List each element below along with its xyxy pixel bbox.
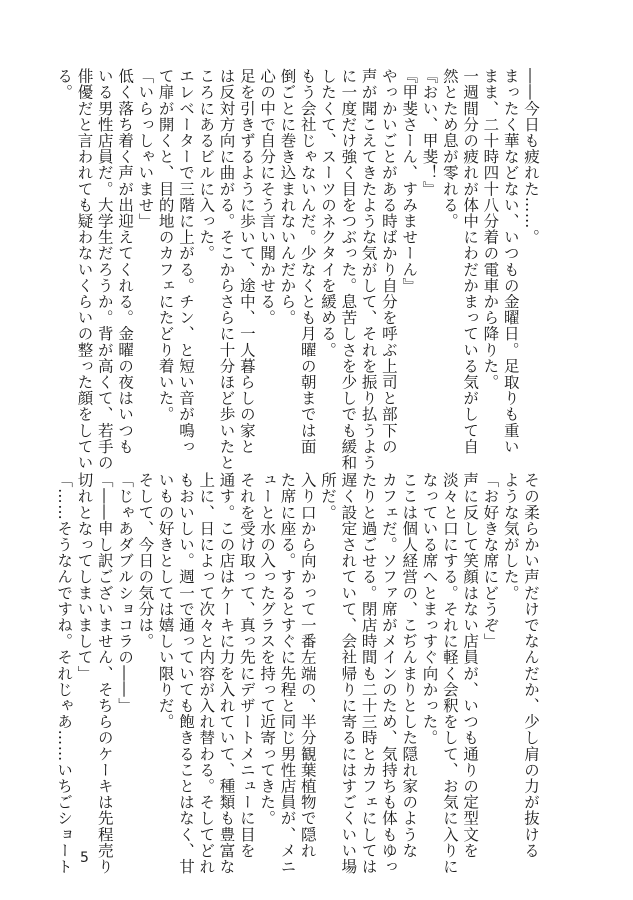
text-line: 一週間分の疲れが体中にわだかまっている気がして自 <box>461 68 480 455</box>
text-line: やっかいごとがある時ばかり自分を呼ぶ上司と部下の <box>379 68 398 455</box>
text-line: 倒ごとに巻き込まれないんだから。 <box>278 68 297 326</box>
text-line: 入り口から向かって一番左端の、半分観葉植物で隠れ <box>298 472 317 859</box>
text-line: したくて、スーツのネクタイを緩める。 <box>319 68 338 358</box>
text-line: た席に座る。するとすぐに先程と同じ男性店員が、メニ <box>278 472 297 875</box>
text-line: 上に、日によって次々と内容が入れ替わる。そしてどれ <box>197 472 216 875</box>
lower-text-block <box>54 472 541 875</box>
text-line: 「……そうなんですね。それじゃあ……いちごショート <box>55 472 74 875</box>
text-line: て扉が開くと、目的地のカフェにたどり着いた。 <box>156 68 175 423</box>
text-line: 『甲斐さーん、すみませーん』 <box>400 68 419 294</box>
text-line: そして、今日の気分は。 <box>136 472 155 650</box>
text-line: 「いらっしゃいませ」 <box>136 68 155 229</box>
text-line: 低く落ち着く声が出迎えてくれる。金曜の夜はいつも <box>116 68 135 455</box>
text-line: ューと水の入ったグラスを持って近寄ってきた。 <box>258 472 277 827</box>
text-line: もおいしい。週一で通っていても飽きることはなく、甘 <box>176 472 195 875</box>
text-line: なっている席へとまっすぐ向かった。 <box>420 472 439 746</box>
text-line: 心の中で自分にそう言い聞かせる。 <box>258 68 277 326</box>
text-line: 淡々と口にする。それに軽く会釈をして、お気に入りに <box>440 472 459 875</box>
text-line: ここは個人経営の、こぢんまりとした隠れ家のような <box>400 472 419 859</box>
text-line: いもの好きとしては嬉しい限りだ。 <box>156 472 175 730</box>
text-line: その柔らかい声だけでなんだか、少し肩の力が抜ける <box>522 472 540 859</box>
text-line: もう会社じゃないんだ。少なくとも月曜の朝までは面 <box>298 68 317 455</box>
text-line: に一度だけ強く目をつぶった。息苦しさを少しでも緩和 <box>339 68 358 471</box>
text-line: たりと過ごせる。閉店時間も二十三時とカフェにしては <box>359 472 378 875</box>
text-line: 「――申し訳ございません、そちらのケーキは先程売り <box>95 472 114 875</box>
text-line: 「お好きな席にどうぞ」 <box>481 472 500 650</box>
text-line: 俳優だと言われても疑わないくらいの整った顔をしてい <box>75 68 94 471</box>
text-line: ――今日も疲れた……。 <box>522 68 540 246</box>
text-line: は反対方向に曲がる。そこからさらに十分ほど歩いたと <box>217 68 236 471</box>
text-line: エレベーターで三階に上がる。チン、と短い音が鳴っ <box>176 68 195 455</box>
text-line: 「じゃあダブルショコラの――」 <box>116 472 135 714</box>
text-line: それを受け取って、真っ先にデザートメニューに目を <box>237 472 256 859</box>
text-line: 通す。この店はケーキに力を入れていて、種類も豊富な <box>217 472 236 875</box>
text-line: 足を引きずるように歩いて、途中、一人暮らしの家と <box>237 68 256 455</box>
text-line: まま、二十時四十八分着の電車から降りた。 <box>481 68 500 390</box>
upper-text-block <box>54 68 541 471</box>
text-line: 然とため息が零れる。 <box>440 68 459 229</box>
text-line: 声に反して笑顔はない店員が、いつも通りの定型文を <box>461 472 480 859</box>
text-line: 切れとなってしまいまして」 <box>75 472 94 682</box>
text-line: カフェだ。ソファ席がメインのため、気持ちも体もゆっ <box>379 472 398 875</box>
text-line: 所だ。 <box>319 472 338 521</box>
text-line: ような気がした。 <box>501 472 520 601</box>
text-line: 『おい、甲斐！』 <box>420 68 439 197</box>
text-line: いる男性店員だ。大学生だろうか。背が高くて、若手の <box>95 68 114 471</box>
text-line: 遅く設定されていて、会社帰りに寄るにはすごくいい場 <box>339 472 358 875</box>
text-line: 声が聞こえてきたような気がして、それを振り払うよう <box>359 68 378 471</box>
text-line: る。 <box>55 68 74 101</box>
text-line: まったく華などない、いつもの金曜日。足取りも重い <box>501 68 520 455</box>
text-line: ころにあるビルに入った。 <box>197 68 216 262</box>
page-number: 5 <box>80 850 89 866</box>
